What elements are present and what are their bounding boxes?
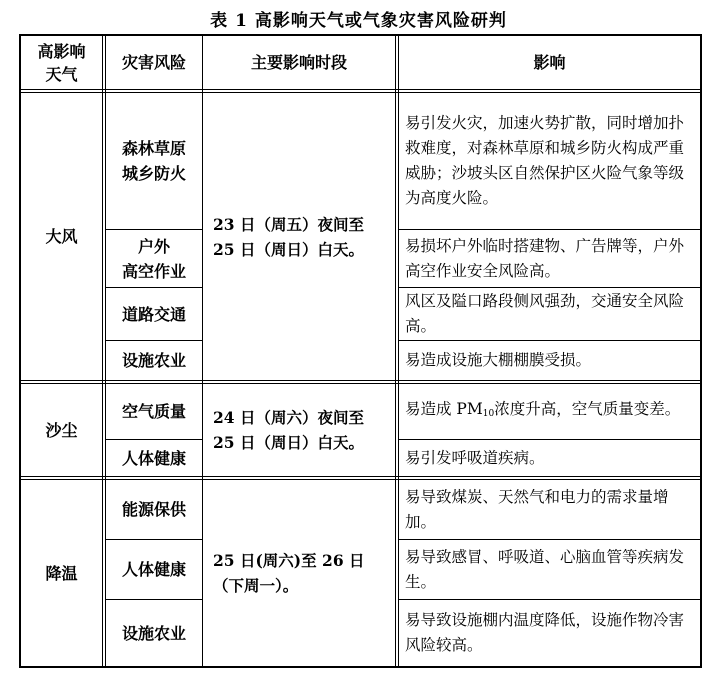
risk-cell: 人体健康 [121, 448, 186, 468]
impact-cell: 易导致煤炭、天然气和电力的需求量增加。 [405, 487, 669, 531]
impact-cell: 易导致感冒、呼吸道、心脑血管等疾病发生。 [405, 547, 685, 591]
weather-cell-gale: 大风 [45, 227, 78, 246]
risk-cell: 设施农业 [121, 623, 186, 643]
impact-cell: 风区及隘口路段侧风强劲，交通安全风险高。 [405, 292, 685, 335]
impact-cell: 易损坏户外临时搭建物、广告牌等，户外高空作业安全风险高。 [405, 236, 685, 280]
risk-cell: 户外 高空作业 [121, 236, 186, 281]
risk-cell: 能源保供 [121, 500, 186, 519]
header-period: 主要影响时段 [250, 53, 347, 72]
impact-cell: 易造成设施大棚棚膜受损。 [405, 351, 592, 369]
impact-cell [399, 384, 700, 439]
risk-cell: 空气质量 [121, 402, 186, 421]
period-cell-gale: 23 日（周五）夜间至 25 日（周日）白天。 [213, 214, 364, 259]
weather-cell-cooling: 降温 [45, 563, 78, 583]
impact-text: 易造成 $PM_{10}$浓度升高，空气质量变差。 [405, 399, 681, 419]
impact-cell: 易引发火灾，加速火势扩散，同时增加扑救难度，对森林草原和城乡防火构成严重威胁；沙坡头区自然保护区火险气象等级为高度火险。 [405, 114, 685, 207]
table-title: 表 1 高影响天气或气象灾害风险研判 [210, 11, 507, 31]
impact-cell: 易导致设施棚内温度降低，设施作物冷害风险较高。 [405, 611, 685, 654]
risk-cell: 森林草原 城乡防火 [121, 139, 186, 183]
period-cell-cooling: 25 日(周六)至 26 日 （下周一）。 [213, 551, 365, 595]
risk-table [19, 34, 702, 668]
header-impact: 影响 [533, 53, 566, 72]
period-cell-dust: 24 日（周六）夜间至 25 日（周日）白天。 [213, 408, 364, 452]
header-risk: 灾害风险 [121, 53, 186, 72]
risk-cell: 设施农业 [121, 351, 186, 370]
impact-cell: 易引发呼吸道疾病。 [405, 448, 545, 467]
risk-cell: 道路交通 [121, 304, 186, 324]
weather-cell-dust: 沙尘 [45, 420, 78, 440]
header-weather: 高影响 天气 [37, 41, 86, 84]
risk-cell: 人体健康 [121, 560, 186, 579]
